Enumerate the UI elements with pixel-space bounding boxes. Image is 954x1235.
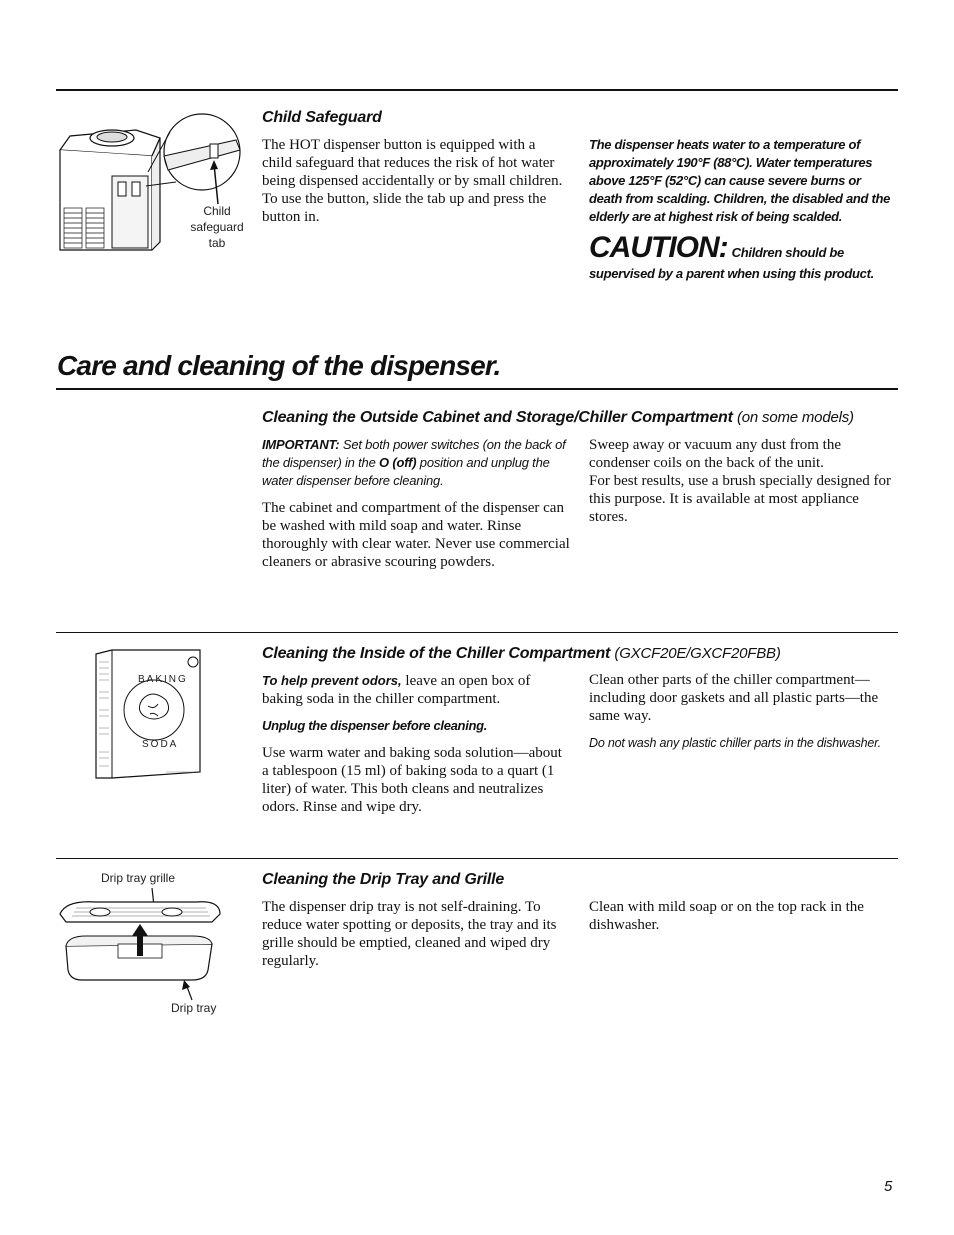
drip-tray-illustration <box>56 884 226 1002</box>
outside-cabinet-heading-note: (on some models) <box>736 409 854 426</box>
inside-chiller-body-right: Clean other parts of the chiller compartment—including door gaskets and all plastic parts—the same way. <box>589 672 879 724</box>
inside-chiller-body-left: Use warm water and baking soda solution—about a tablespoon (15 ml) of baking soda to a quart (1 liter) of water. This both cleans and neutralizes odors. Rinse and wipe dry. <box>262 745 562 815</box>
baking-label-top: BAKING <box>138 674 188 685</box>
important-note <box>262 436 568 490</box>
unplug-note: Unplug the dispenser before cleaning. <box>262 718 488 733</box>
child-safeguard-body: The HOT dispenser button is equipped with a child safeguard that reduces the risk of hot water being dispensed accidentally or by small children. To use the button, slide the tab up and press the button in. <box>262 137 563 225</box>
condenser-text: Sweep away or vacuum any dust from the condenser coils on the back of the unit. <box>589 437 842 471</box>
caution-text: Children should be supervised by a parent when using this product. <box>589 245 874 281</box>
outside-cabinet-heading <box>262 409 902 427</box>
baking-soda-box-illustration <box>92 648 204 782</box>
dishwasher-note: Do not wash any plastic chiller parts in the dishwasher. <box>589 736 881 750</box>
baking-label-bottom: SODA <box>142 739 179 750</box>
outside-cabinet-body-left: The cabinet and compartment of the dispenser can be washed with mild soap and water. Rinse thoroughly with clear water. Never use commercial cleaners or abrasive scouring powders. <box>262 500 570 570</box>
drip-tray-body-right: Clean with mild soap or on the top rack in the dishwasher. <box>589 899 864 933</box>
title-rule <box>56 388 898 390</box>
brush-text: For best results, use a brush specially designed for this purpose. It is available at most appliance stores. <box>589 473 892 525</box>
odor-text: leave an open box of baking soda in the chiller compartment. <box>262 673 531 707</box>
drip-tray-body-left: The dispenser drip tray is not self-draining. To reduce water spotting or deposits, the tray and its grille should be emptied, cleaned and wiped dry regularly. <box>262 899 557 969</box>
odor-label: To help prevent odors, <box>262 673 402 688</box>
important-text-1: Set both power switches (on the back of the dispenser) in the <box>262 437 566 470</box>
top-rule <box>56 89 898 91</box>
drip-tray-grille-label: Drip tray grille <box>101 871 176 885</box>
odor-paragraph <box>262 672 558 708</box>
caution-word: CAUTION: <box>589 231 728 264</box>
important-text-2: position and unplug the water dispenser before cleaning. <box>262 455 550 488</box>
section-rule-drip <box>56 858 898 859</box>
drip-tray-label: Drip tray <box>171 1001 217 1015</box>
child-safeguard-heading: Child Safeguard <box>262 109 382 126</box>
outside-cabinet-body-right <box>589 436 894 526</box>
important-label: IMPORTANT: <box>262 437 340 452</box>
caution-block <box>589 231 897 283</box>
section-rule-chiller <box>56 632 898 633</box>
scalding-warning: The dispenser heats water to a temperature of approximately 190°F (88°C). Water temperatures above 125°F (52°C) can cause severe burns or death from scalding. Children, the disabled and the elderly are at highest risk of being scalded. <box>589 137 891 224</box>
drip-tray-heading: Cleaning the Drip Tray and Grille <box>262 871 505 888</box>
inside-chiller-heading-note: (GXCF20E/GXCF20FBB) <box>614 645 781 662</box>
important-off: O (off) <box>379 455 417 470</box>
child-safeguard-tab-label: Child safeguard tab <box>190 204 244 250</box>
page-title: Care and cleaning of the dispenser. <box>57 350 501 381</box>
inside-chiller-heading <box>262 645 902 663</box>
page-number: 5 <box>884 1178 893 1195</box>
inside-chiller-heading-text: Cleaning the Inside of the Chiller Compartment <box>262 645 611 662</box>
outside-cabinet-heading-text: Cleaning the Outside Cabinet and Storage/Chiller Compartment <box>262 409 733 426</box>
